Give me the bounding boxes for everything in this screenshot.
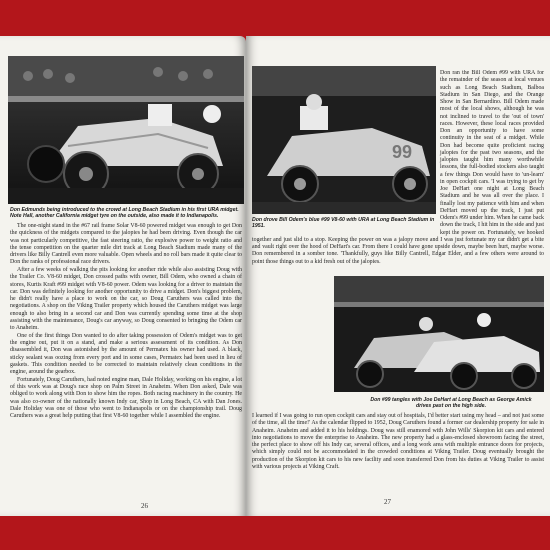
- midget-car-photo-drawing: [8, 56, 244, 204]
- right-bottom-text: I learned if I was going to run open cockpit cars and stay out of hospitals, I'd better start using my head – and not just some of the time, all the time!' As the calendar flipped to 1952, Doug Caruthers found a former car dealership property for sale in Anaheim. Anaheim and added it to his holdings. Doug was still enamored with John Wills' Skorpion kit cars and entered into negotiations to move the enterprise to Anaheim. The new property had a glass-enclosed showroom facing the street, the perfect place to show off his Indy car, several offices, and a long work area with multiple entrance doors for projects, which simply could not be accommodated in the crowded conditions at Viking Trailer. Doug eventually brought the production of the Skorpion kit cars to his new facility and soon transferred Don from his duties at Viking Trailer to assist with various projects at Viking Craft.: [252, 413, 544, 470]
- left-paragraph: The one-night stand in the #67 rail frame Solar V8-60 powered midget was enough to get Don the quickness of the midgets compared to the jalopies he had been driving. Even though the car was not particularly competitive, the fast steering ratio, the explosive power to weight ratio and the tense competition on the quarter mile dirt track at Long Beach Stadium made many of the drivers like Billy Cantrell even more valuable. Open wheels and no roll bars made it quite clear to Don the ranks of professional race drivers.: [10, 223, 242, 266]
- left-paragraph: Fortunately, Doug Caruthers, had noted engine man, Dale Holiday, working on his engine, a lot of this work was at Doug's race shop on Palm Street in Anaheim. When Don asked, Dale was obliged to work along with Don to show him the ropes. Both racing machinery in the country. He was also co-owner of the nationally known Indy car, Shop in Long Beach, CA with Dan Jones. Dale Holiday was one of those who went to Indianapolis or on the championship trail. Doug Caruthers was a great help putting that first V8-60 together while I assembled the engine.: [10, 376, 242, 419]
- left-race-photo: [8, 56, 244, 204]
- book-spread: [0, 36, 550, 516]
- right-mid-photo-caption: Don #99 tangles with Joe DeHart at Long Beach as George Amick drives past on the high side.: [370, 397, 532, 410]
- left-body-text: [10, 223, 242, 421]
- right-page-number: 27: [384, 498, 391, 506]
- left-paragraph: After a few weeks of walking the pits looking for another ride while also assisting Doug with the Trailer Co. V8-60 midget, Don crossed paths with owner, Bill Odem, who owned a chain of stores, Kurtis Kraft #99 midget with V8-60 power. Odem was looking for a driver to maintain the car. Don was definitely looking for another opportunity to drive a midget. Don's biggest problem, he didn't really have a place to work on the car, so Doug Caruthers was called into the negotiations. A shop on the Viking Trailer property which housed the Caruthers midget was large enough to also bring in a second car and Don was currently spending some time at the shop assisting with the maintenance, Doug's car anyway, so Doug consented to bringing the Odem car to Anaheim.: [10, 267, 242, 331]
- right-column-paragraph: Don ran the Bill Odem #99 with URA for the remainder of the season at local venues such as Long Beach Stadium, Balboa Stadium in San Diego, and the Orange Show in San Bernardino. Bill Odem made most of the local shows, although he was not inclined to travel to the 'out of town' races. However, these local races provided Don an opportunity to have some continuity in the seat of a midget. While Don had become quite proficient racing jalopies for the past two seasons, and the jalopies taught him many worthwhile lessons, the full-bodied stockers also taught a few things Don would have to 'un-learn' in open cockpit cars. 'I was trying to get by Joe DeHart one night at Long Beach Stadium and he was all over the place. I finally lost my patience with him and when DeHart moved up the track, I just put Odem's #99 under him. When he came back down the track, I hit him in the side and just kept the power on. Fortunately, we hooked together and just slid to a stop. Keeping the power on was a jalopy move and I was just fortunate my car didn't get a bite and vault right over the hood of DeHart's car. From there I could have gone upside down, maybe been hurt, maybe worse. Don remembered in a somber tone. 'Thankfully, guys like Billy Cantrell, Edgar Elder, and a few others were around to point those things out to a kid fresh out of the jalopies.: [252, 70, 544, 265]
- left-page: [0, 36, 246, 516]
- two-cars-tangle-photo-drawing: [334, 276, 544, 392]
- right-mid-race-photo: [334, 276, 544, 392]
- left-photo-caption: Don Edmunds being introduced to the crowd at Long Beach Stadium in his first URA midget. Note Hall, another California midget tyre on the outside, also made it to Indianapolis.: [10, 207, 239, 220]
- left-paragraph: One of the first things Don wanted to do after taking possession of Odem's midget was to get the engine out, put it on a stand, and make a serious assessment of its condition. As Don disassembled it, Don was astonished by the amount of Permatex his owner had used. A black, sticky sealant was oozing from every port and in some cases, Permatex had been used in lieu of gaskets. This condition needed to be corrected to maintain relatively clean conditions in the engine, around the gearbox.: [10, 332, 242, 375]
- right-page: [246, 36, 550, 516]
- right-top-photo-caption: Don drove Bill Odem's blue #99 V8-60 with URA at Long Beach Stadium in 1951.: [252, 217, 435, 230]
- wrap-spacer: [252, 70, 440, 236]
- svg-text:99: 99: [392, 142, 413, 162]
- left-page-number: 26: [141, 502, 148, 510]
